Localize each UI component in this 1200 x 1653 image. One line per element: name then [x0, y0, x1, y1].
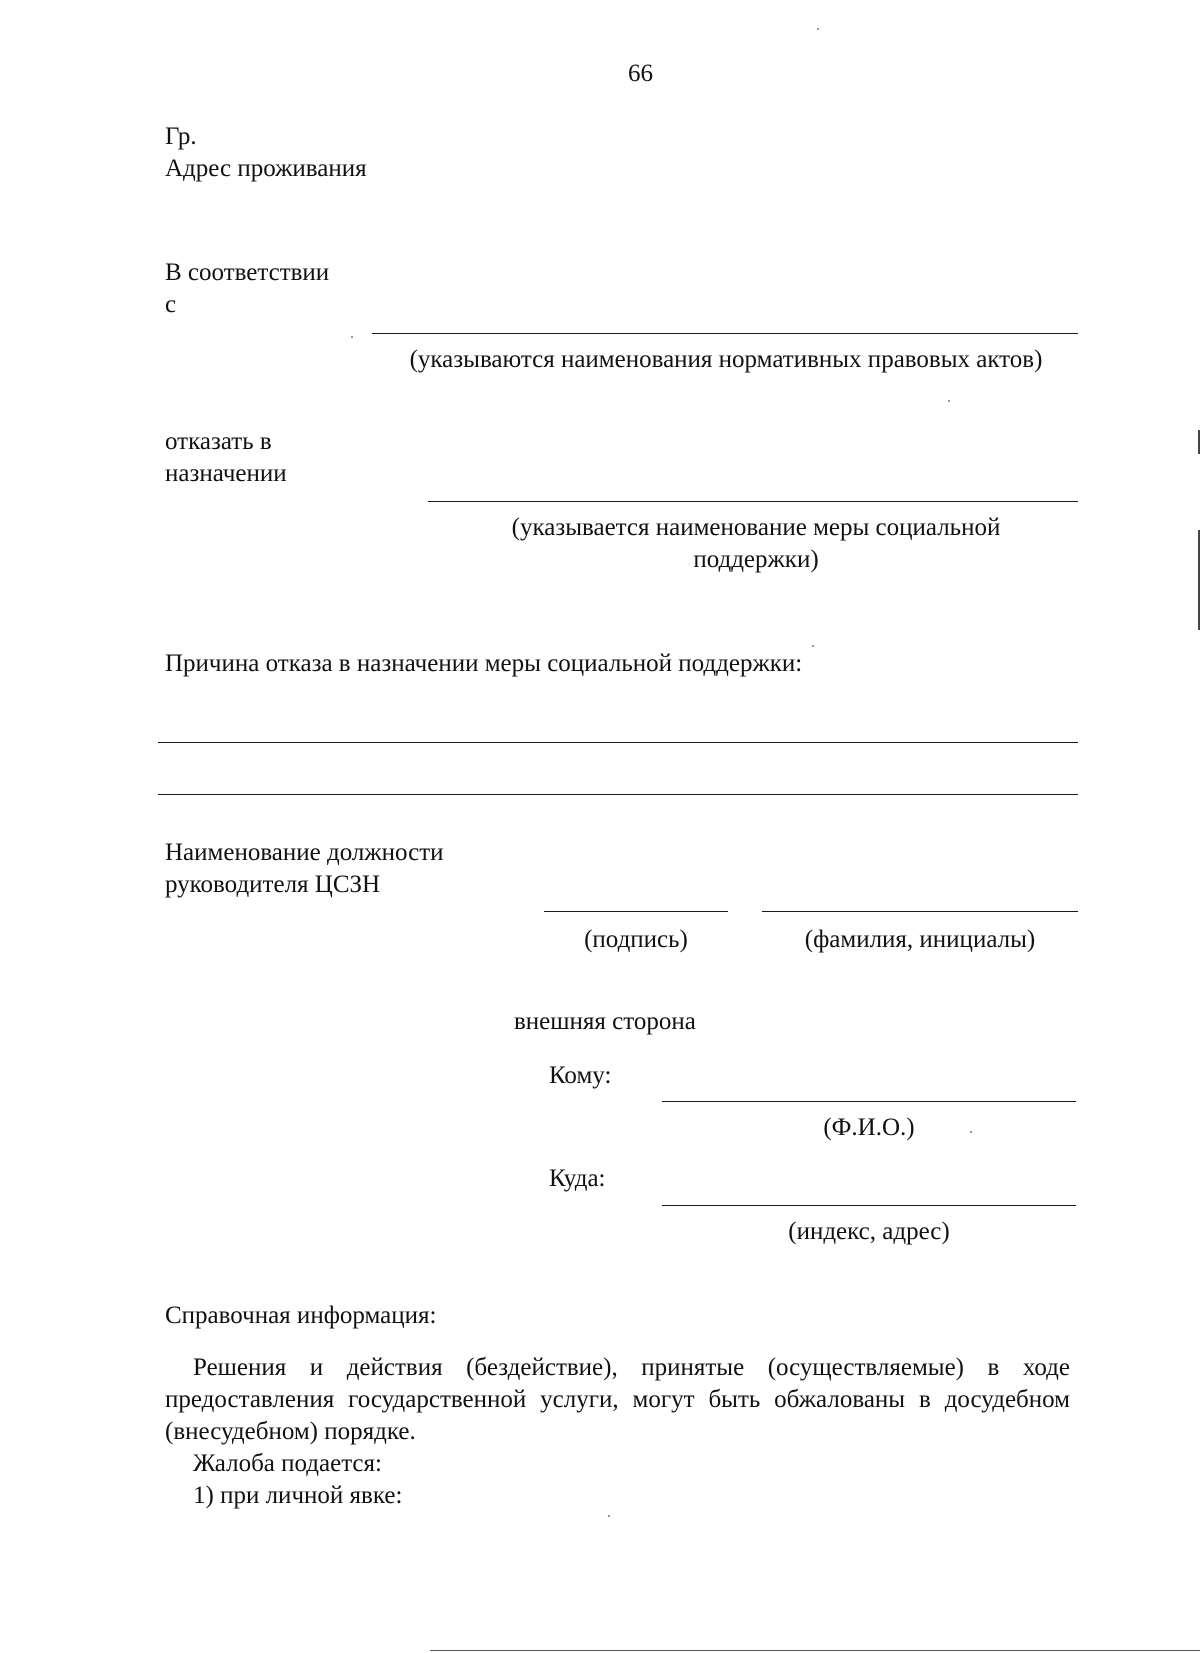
citizen-label: Гр.: [165, 123, 197, 150]
fio-caption: (Ф.И.О.): [823, 1114, 915, 1141]
refusal-reason-line-2: [158, 794, 1078, 795]
signature-caption: (подпись): [584, 926, 688, 953]
where-blank-line: [662, 1205, 1076, 1206]
according-to-label: В соответствии: [165, 259, 330, 286]
scan-speck: [351, 336, 353, 338]
position-label: Наименование должности: [165, 839, 444, 866]
support-measure-caption: (указывается наименование меры социальной поддержки): [511, 514, 1001, 573]
address-label: Адрес проживания: [165, 155, 367, 182]
name-initials-caption: (фамилия, инициалы): [804, 926, 1036, 953]
legal-acts-blank-line: [372, 333, 1078, 334]
appeal-paragraph: Решения и действия (бездействие), принятые (осуществляемые) в ходе предоставления государственной услуги, могут быть обжалованы в досудебном (внесудебном) порядке.: [165, 1354, 1070, 1445]
outer-side-label: внешняя сторона: [514, 1008, 696, 1035]
in-person-item: 1) при личной явке:: [193, 1482, 403, 1509]
page-number: 66: [628, 60, 653, 87]
legal-acts-caption: (указываются наименования нормативных правовых актов): [409, 346, 1043, 373]
scan-speck: [970, 1131, 972, 1133]
complaint-filed-text: Жалоба подается:: [193, 1450, 382, 1477]
scan-speck: [812, 645, 814, 647]
refusal-reason-label: Причина отказа в назначении меры социальной поддержки:: [165, 650, 803, 677]
signature-blank-line: [544, 911, 728, 912]
scan-speck: [608, 1515, 610, 1517]
position-label-cont: руководителя ЦСЗН: [165, 871, 381, 898]
index-address-caption: (индекс, адрес): [788, 1218, 950, 1245]
support-measure-blank-line: [428, 501, 1078, 502]
scan-speck: [948, 400, 950, 402]
bottom-scan-edge: [430, 1650, 1200, 1651]
according-to-label-cont: с: [165, 291, 177, 318]
refuse-label-cont: назначении: [165, 460, 287, 487]
refusal-reason-line-1: [158, 742, 1078, 743]
scan-speck: [817, 28, 819, 30]
reference-info-label: Справочная информация:: [165, 1302, 437, 1329]
to-whom-label: Кому:: [549, 1062, 612, 1089]
to-whom-blank-line: [662, 1101, 1076, 1102]
refuse-label: отказать в: [165, 428, 272, 455]
name-initials-blank-line: [762, 911, 1078, 912]
where-label: Куда:: [549, 1165, 606, 1192]
